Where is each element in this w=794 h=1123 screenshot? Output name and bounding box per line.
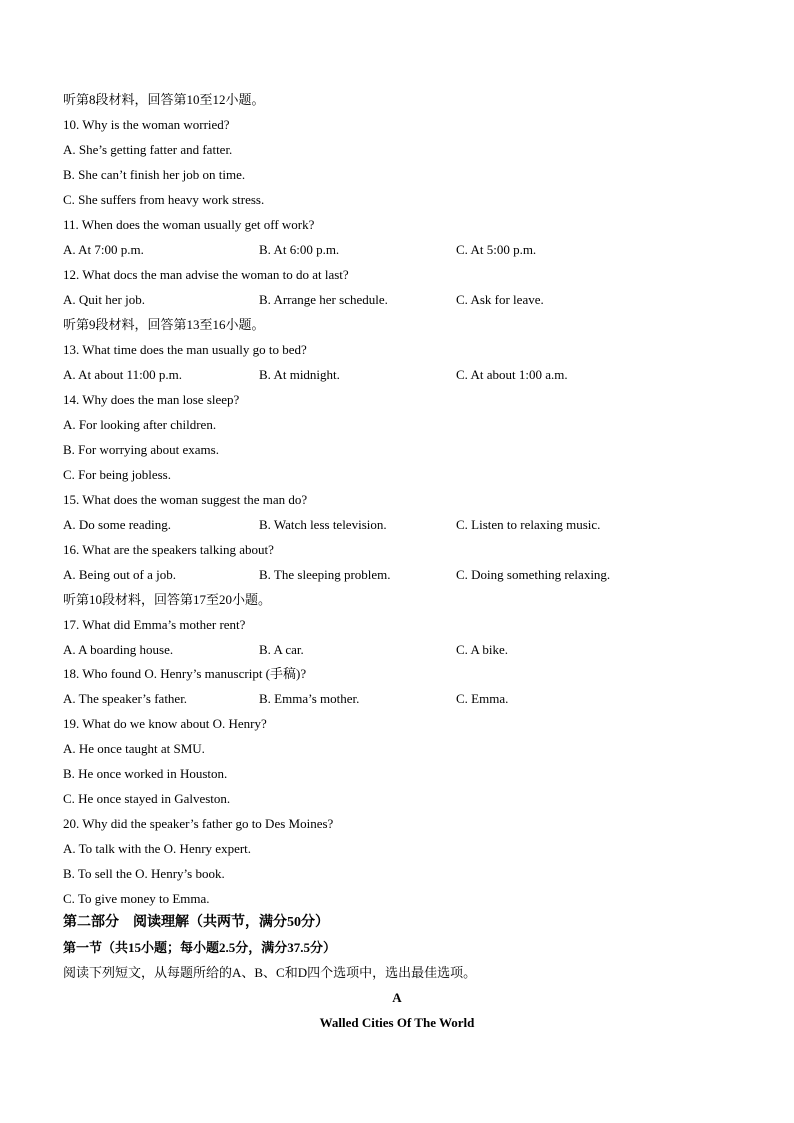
question-13-options	[63, 362, 763, 387]
question-18-option-a: A. The speaker’s father.	[63, 691, 188, 706]
section-8-heading: 听第8段材料，回答第10至12小题。	[63, 92, 265, 107]
passage-title: Walled Cities Of The World	[319, 1015, 475, 1030]
part-2-instruction: 阅读下列短文，从每题所给的A、B、C和D四个选项中，选出最佳选项。	[63, 965, 477, 980]
question-17-option-b: B. A car.	[259, 642, 304, 657]
question-15-option-a: A. Do some reading.	[63, 517, 171, 532]
question-13: 13. What time does the man usually go to bed?	[63, 342, 307, 357]
question-11-options	[63, 237, 763, 262]
question-19-option-b: B. He once worked in Houston.	[63, 766, 228, 781]
question-20-option-b: B. To sell the O. Henry’s book.	[63, 866, 225, 881]
part-2-title: 第二部分 阅读理解（共两节，满分50分）	[63, 915, 329, 930]
question-13-option-a: A. At about 11:00 p.m.	[63, 367, 183, 382]
question-16: 16. What are the speakers talking about?	[63, 542, 274, 557]
question-11-option-b: B. At 6:00 p.m.	[259, 242, 340, 257]
passage-letter: A	[392, 990, 402, 1005]
question-12-option-c: C. Ask for leave.	[456, 292, 544, 307]
section-9-heading: 听第9段材料，回答第13至16小题。	[63, 317, 265, 332]
question-20-option-c: C. To give money to Emma.	[63, 891, 210, 906]
question-18-options	[63, 686, 763, 711]
question-15-option-c: C. Listen to relaxing music.	[456, 517, 601, 532]
question-14: 14. Why does the man lose sleep?	[63, 392, 240, 407]
question-16-option-a: A. Being out of a job.	[63, 567, 177, 582]
question-16-option-b: B. The sleeping problem.	[259, 567, 391, 582]
question-18: 18. Who found O. Henry’s manuscript (手稿)?	[63, 666, 307, 681]
question-16-options	[63, 562, 763, 587]
question-19: 19. What do we know about O. Henry?	[63, 716, 267, 731]
question-14-option-c: C. For being jobless.	[63, 467, 171, 482]
question-15-options	[63, 512, 763, 537]
question-20: 20. Why did the speaker’s father go to Des Moines?	[63, 816, 334, 831]
question-12-option-a: A. Quit her job.	[63, 292, 145, 307]
question-11: 11. When does the woman usually get off work?	[63, 217, 315, 232]
question-17-option-a: A. A boarding house.	[63, 642, 174, 657]
question-19-option-a: A. He once taught at SMU.	[63, 741, 205, 756]
question-15-option-b: B. Watch less television.	[259, 517, 387, 532]
question-11-option-a: A. At 7:00 p.m.	[63, 242, 144, 257]
question-13-option-c: C. At about 1:00 a.m.	[456, 367, 568, 382]
part-2-subtitle: 第一节（共15小题；每小题2.5分，满分37.5分）	[63, 940, 337, 955]
question-19-option-c: C. He once stayed in Galveston.	[63, 791, 231, 806]
question-10: 10. Why is the woman worried?	[63, 117, 230, 132]
question-13-option-b: B. At midnight.	[259, 367, 340, 382]
question-15: 15. What does the woman suggest the man do?	[63, 492, 308, 507]
question-17-option-c: C. A bike.	[456, 642, 509, 657]
question-12-option-b: B. Arrange her schedule.	[259, 292, 388, 307]
question-16-option-c: C. Doing something relaxing.	[456, 567, 611, 582]
question-10-option-c: C. She suffers from heavy work stress.	[63, 192, 265, 207]
question-11-option-c: C. At 5:00 p.m.	[456, 242, 537, 257]
question-14-option-b: B. For worrying about exams.	[63, 442, 219, 457]
question-12-options	[63, 287, 763, 312]
question-14-option-a: A. For looking after children.	[63, 417, 217, 432]
question-17-options	[63, 637, 763, 662]
question-17: 17. What did Emma’s mother rent?	[63, 617, 246, 632]
question-10-option-a: A. She’s getting fatter and fatter.	[63, 142, 233, 157]
section-10-heading: 听第10段材料，回答第17至20小题。	[63, 592, 272, 607]
question-10-option-b: B. She can’t finish her job on time.	[63, 167, 246, 182]
question-20-option-a: A. To talk with the O. Henry expert.	[63, 841, 252, 856]
question-12: 12. What docs the man advise the woman to do at last?	[63, 267, 349, 282]
question-18-option-c: C. Emma.	[456, 691, 509, 706]
question-18-option-b: B. Emma’s mother.	[259, 691, 360, 706]
